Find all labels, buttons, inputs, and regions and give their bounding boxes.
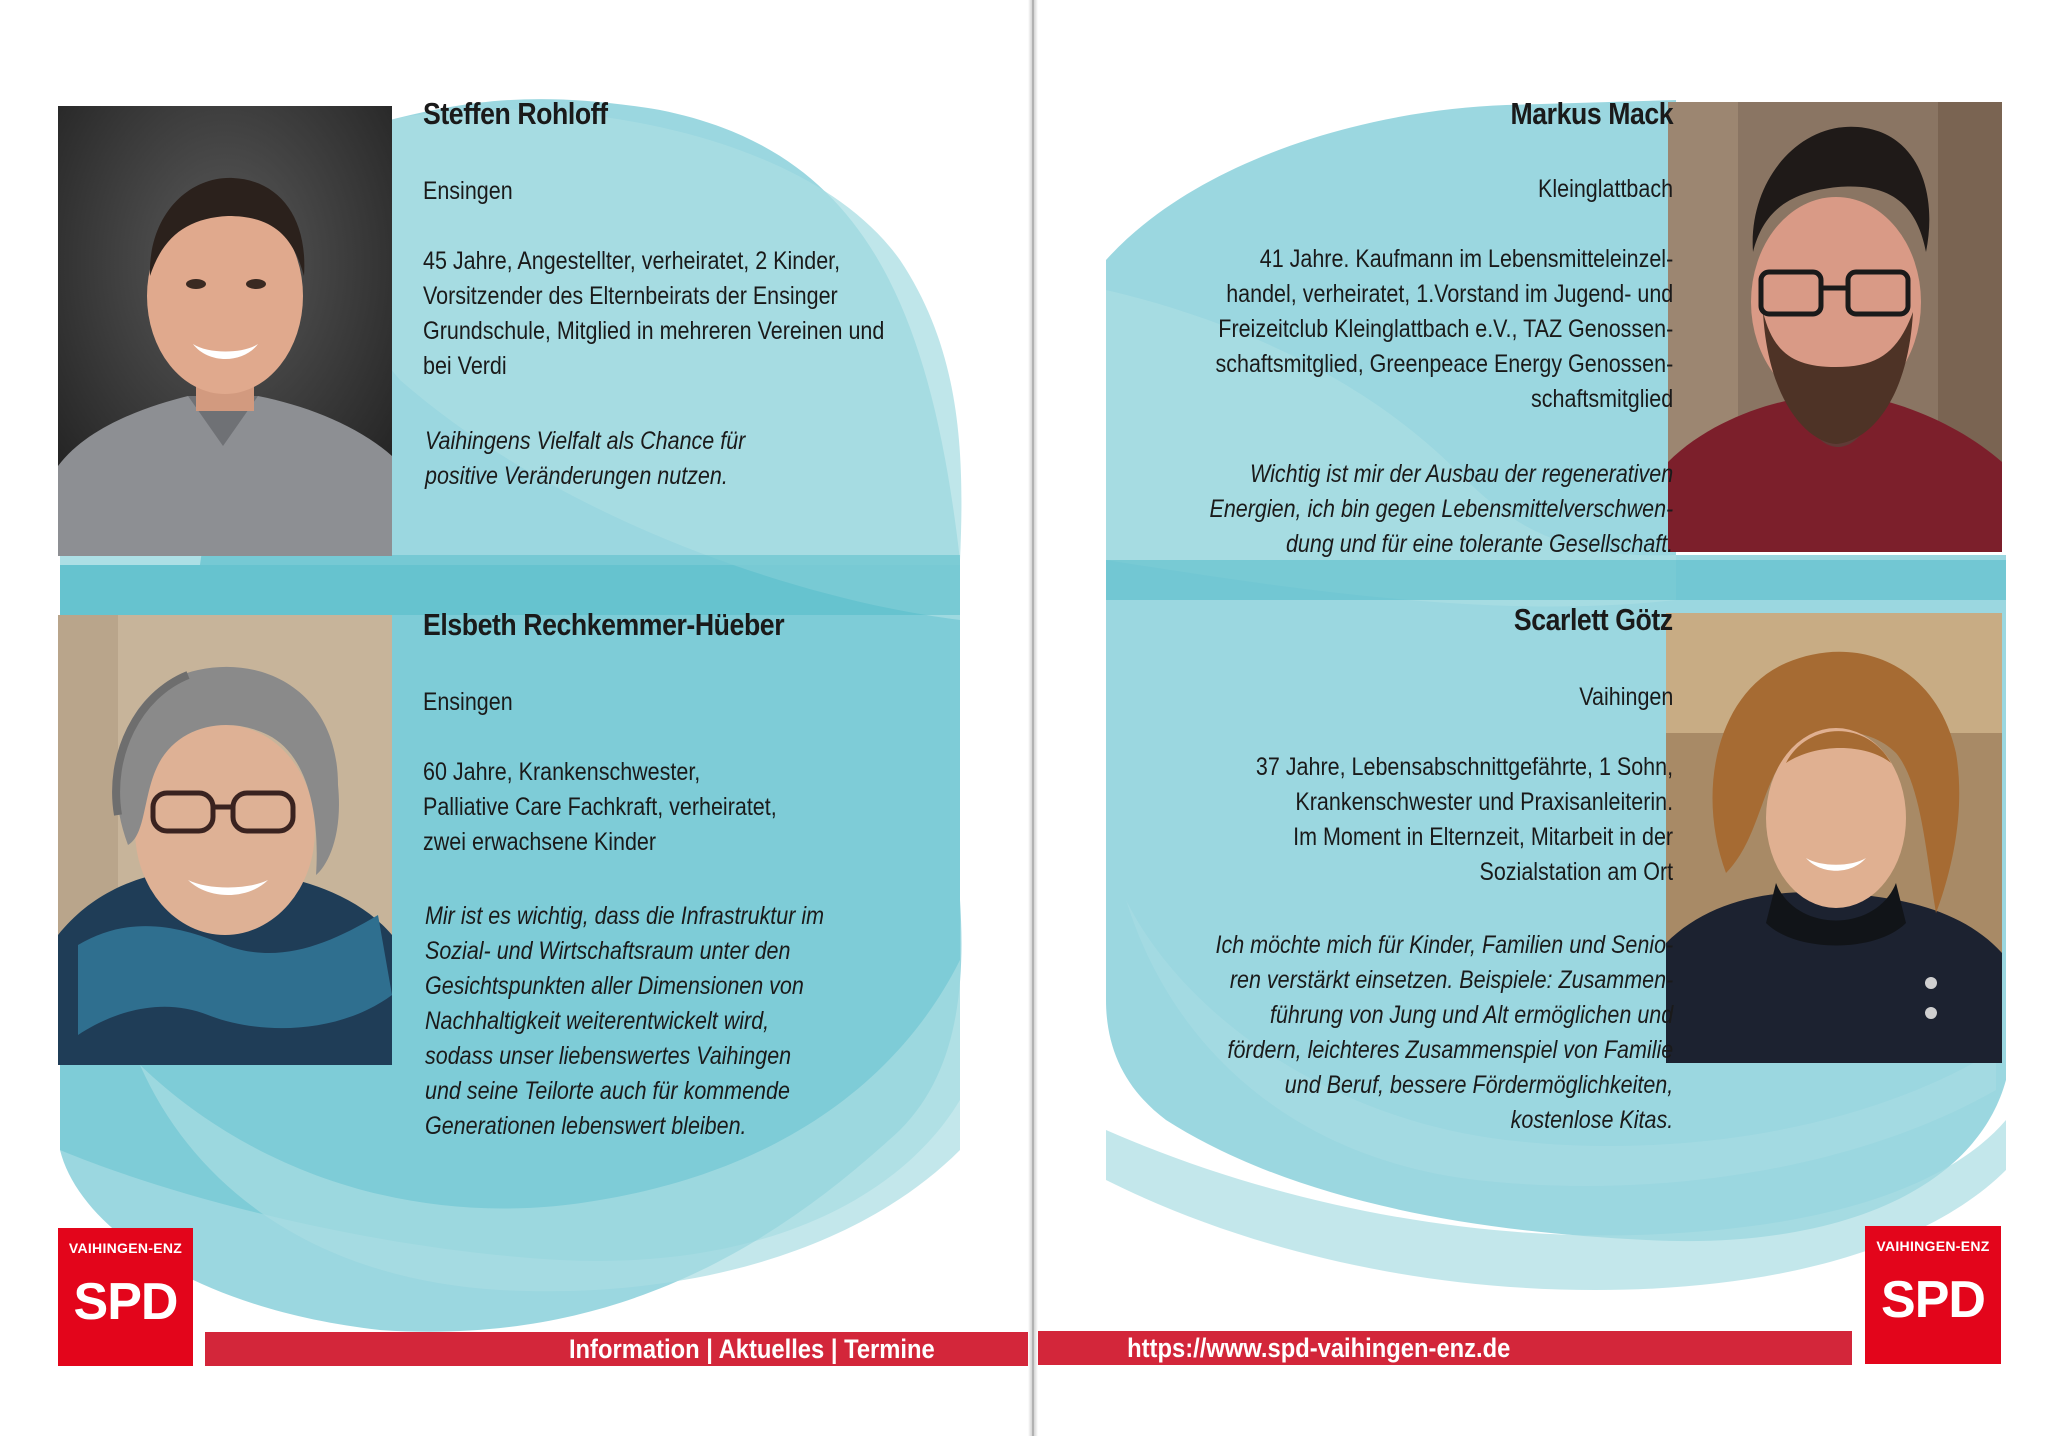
right-page bbox=[1036, 0, 2048, 1436]
quote-line: Wichtig ist mir der Ausbau der regenerativen bbox=[1249, 460, 1673, 488]
bio-line: Sozialstation am Ort bbox=[1479, 858, 1673, 886]
candidate-place: Vaihingen bbox=[1578, 683, 1673, 711]
quote-line: und seine Teilorte auch für kommende bbox=[425, 1077, 790, 1105]
bio-line: Grundschule, Mitglied in mehreren Vereinen und bbox=[423, 317, 885, 345]
quote-line: Energien, ich bin gegen Lebensmittelverschwen- bbox=[1209, 495, 1673, 523]
candidate-bio bbox=[423, 755, 777, 860]
candidate-name: Markus Mack bbox=[1510, 96, 1673, 131]
bio-line: Im Moment in Elternzeit, Mitarbeit in der bbox=[1293, 823, 1673, 851]
candidate-quote bbox=[425, 899, 824, 1144]
quote-line: Generationen lebenswert bleiben. bbox=[425, 1112, 747, 1140]
photo-steffen-rohloff bbox=[58, 106, 392, 556]
footer-band-text: Information | Aktuelles | Termine bbox=[569, 1333, 936, 1364]
quote-line: führung von Jung und Alt ermöglichen und bbox=[1269, 1001, 1673, 1029]
footer-band-info bbox=[205, 1332, 1030, 1366]
photo-markus-mack bbox=[1668, 102, 2002, 552]
quote-line: positive Veränderungen nutzen. bbox=[425, 462, 728, 490]
spd-logo-region: VAIHINGEN-ENZ bbox=[1876, 1238, 1990, 1254]
quote-line: dung und für eine tolerante Gesellschaft. bbox=[1285, 530, 1673, 558]
spd-logo bbox=[58, 1228, 193, 1366]
footer-band-text[interactable]: https://www.spd-vaihingen-enz.de bbox=[1127, 1332, 1511, 1363]
photo-scarlett-goetz bbox=[1666, 613, 2002, 1063]
candidate-quote bbox=[1209, 457, 1673, 562]
candidate-bio bbox=[1215, 242, 1673, 417]
bio-line: 60 Jahre, Krankenschwester, bbox=[423, 758, 701, 786]
footer-band-url[interactable] bbox=[1036, 1331, 1852, 1365]
spd-logo-brand: SPD bbox=[73, 1273, 178, 1331]
quote-line: und Beruf, bessere Fördermöglichkeiten, bbox=[1284, 1071, 1673, 1099]
candidate-name: Steffen Rohloff bbox=[423, 96, 608, 131]
photo-elsbeth-rechkemmer-hueber bbox=[58, 615, 392, 1065]
quote-line: Ich möchte mich für Kinder, Familien und Senio- bbox=[1215, 931, 1673, 959]
candidate-name: Elsbeth Rechkemmer-Hüeber bbox=[423, 607, 785, 642]
center-fold bbox=[1028, 0, 1038, 1436]
spd-logo bbox=[1865, 1226, 2001, 1364]
bio-line: 41 Jahre. Kaufmann im Lebensmitteleinzel- bbox=[1259, 245, 1673, 273]
spd-logo-brand: SPD bbox=[1881, 1271, 1985, 1329]
bio-line: Vorsitzender des Elternbeirats der Ensinger bbox=[423, 282, 838, 310]
bio-line: schaftsmitglied bbox=[1530, 385, 1673, 413]
bio-line: zwei erwachsene Kinder bbox=[423, 828, 657, 856]
bio-line: Freizeitclub Kleinglattbach e.V., TAZ Genossen- bbox=[1218, 315, 1673, 343]
bio-line: Palliative Care Fachkraft, verheiratet, bbox=[423, 793, 777, 821]
quote-line: Mir ist es wichtig, dass die Infrastruktur im bbox=[425, 902, 825, 930]
quote-line: kostenlose Kitas. bbox=[1510, 1106, 1673, 1134]
quote-line: sodass unser liebenswertes Vaihingen bbox=[425, 1042, 792, 1070]
bio-line: 37 Jahre, Lebensabschnittgefährte, 1 Sohn, bbox=[1255, 753, 1673, 781]
quote-line: fördern, leichteres Zusammenspiel von Familie bbox=[1227, 1036, 1673, 1064]
spd-logo-region: VAIHINGEN-ENZ bbox=[68, 1240, 183, 1256]
bio-line: bei Verdi bbox=[423, 352, 507, 380]
candidate-place: Ensingen bbox=[423, 177, 513, 205]
candidate-quote bbox=[425, 424, 745, 494]
candidate-place: Ensingen bbox=[423, 688, 513, 716]
candidate-name: Scarlett Götz bbox=[1514, 602, 1673, 637]
bio-line: schaftsmitglied, Greenpeace Energy Genossen- bbox=[1215, 350, 1673, 378]
quote-line: Gesichtspunkten aller Dimensionen von bbox=[425, 972, 804, 1000]
candidate-quote bbox=[1215, 928, 1673, 1138]
candidate-bio bbox=[1256, 750, 1673, 890]
candidate-place: Kleinglattbach bbox=[1537, 175, 1673, 203]
bio-line: Krankenschwester und Praxisanleiterin. bbox=[1295, 788, 1673, 816]
quote-line: ren verstärkt einsetzen. Beispiele: Zusammen- bbox=[1229, 966, 1673, 994]
quote-line: Vaihingens Vielfalt als Chance für bbox=[425, 427, 746, 455]
candidate-bio bbox=[423, 244, 884, 384]
quote-line: Nachhaltigkeit weiterentwickelt wird, bbox=[425, 1007, 770, 1035]
quote-line: Sozial- und Wirtschaftsraum unter den bbox=[425, 937, 791, 965]
bio-line: 45 Jahre, Angestellter, verheiratet, 2 Kinder, bbox=[423, 247, 841, 275]
bio-line: handel, verheiratet, 1.Vorstand im Jugend- und bbox=[1225, 280, 1673, 308]
